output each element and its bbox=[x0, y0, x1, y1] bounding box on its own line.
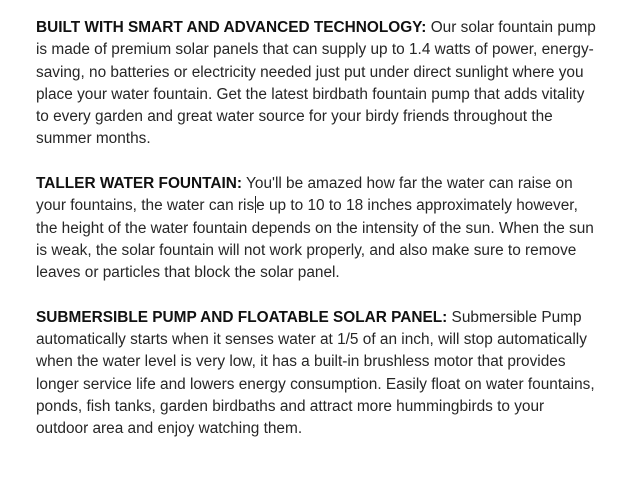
paragraph-text: e up to 10 to 18 inches approximately however, the height of the water fountain depends on the intensity of the sun. When the sun is weak, the solar fountain will not work properly, and also make sure to remove leaves or particles that block the solar panel. bbox=[36, 197, 594, 282]
paragraph-taller-fountain[interactable] bbox=[36, 173, 596, 284]
paragraph-technology[interactable] bbox=[36, 17, 596, 151]
paragraph-text: Submersible Pump automatically starts when it senses water at 1/5 of an inch, will stop automatically when the water level is very low, it has a built-in brushless motor that provides longer service life and lowers energy consumption. Easily float on water fountains, ponds, fish tanks, garden birdbaths and attract more hummingbirds to your outdoor area and enjoy watching them. bbox=[36, 308, 595, 438]
paragraph-text: Our solar fountain pump is made of premium solar panels that can supply up to 1.4 watts of power, energy-saving, no batteries or electricity needed just put under direct sunlight where you place your water fountain. Get the latest birdbath fountain pump that adds vitality to every garden and great water source for your birdy friends throughout the summer months. bbox=[36, 19, 596, 148]
paragraph-heading: BUILT WITH SMART AND ADVANCED TECHNOLOGY: bbox=[36, 19, 427, 36]
paragraph-heading: SUBMERSIBLE PUMP AND FLOATABLE SOLAR PANEL: bbox=[36, 308, 448, 326]
paragraph-text: You'll be amazed how far the water can raise on your fountains, the water can ris bbox=[36, 175, 573, 215]
paragraph-heading: TALLER WATER FOUNTAIN: bbox=[36, 175, 243, 193]
paragraph-submersible-pump[interactable] bbox=[36, 307, 596, 441]
document-body[interactable] bbox=[36, 17, 596, 463]
